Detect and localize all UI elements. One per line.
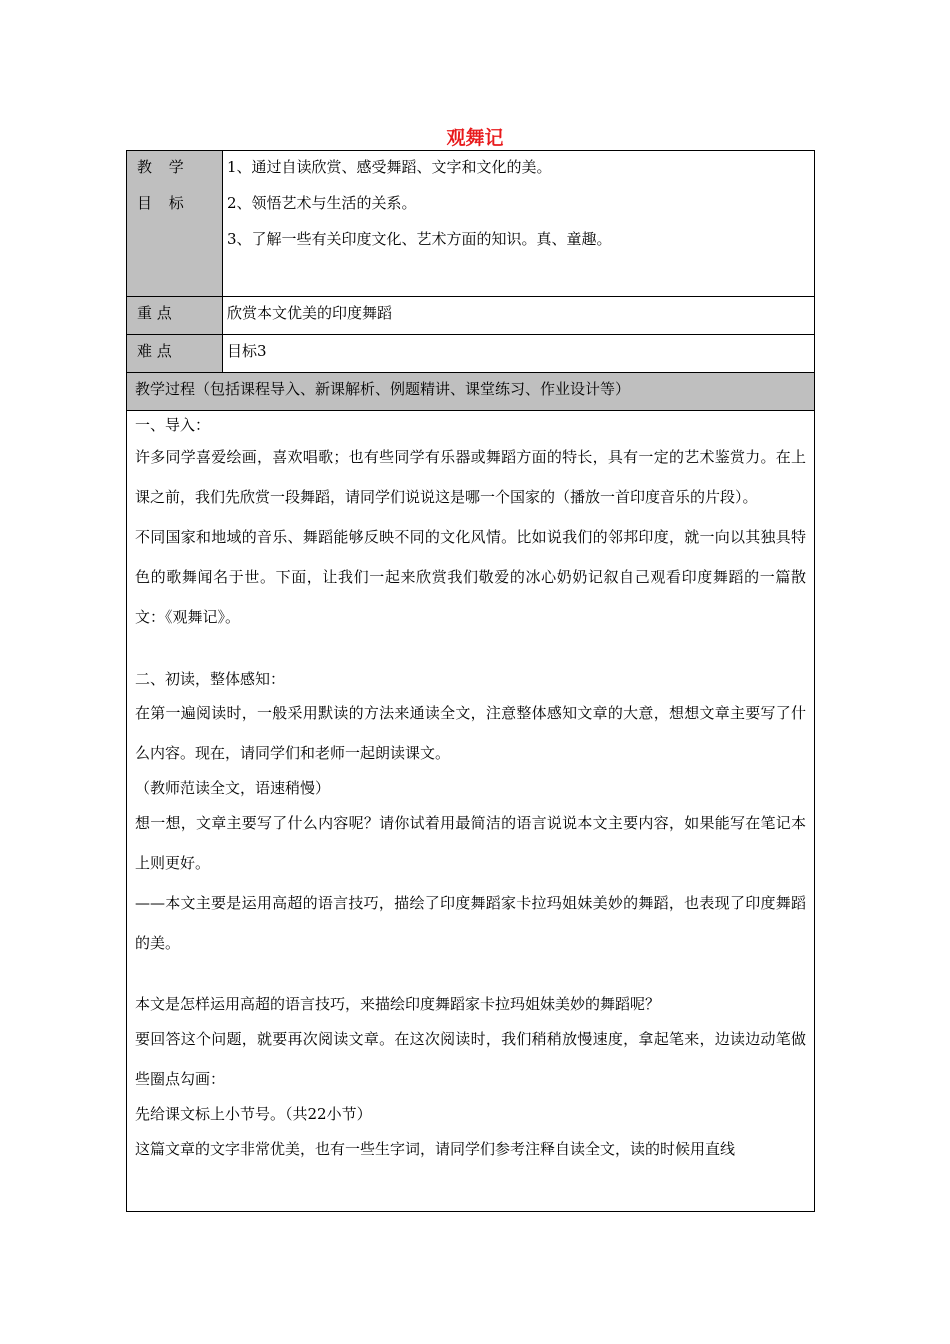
paragraph: （教师范读全文，语速稍慢） [135,779,331,797]
page-title: 观舞记 [446,127,504,149]
difficulty-row [127,335,814,373]
paragraph: 本文是怎样运用高超的语言技巧，来描绘印度舞蹈家卡拉玛姐妹美妙的舞蹈呢？ [135,995,661,1013]
process-header: 教学过程（包括课程导入、新课解析、例题精讲、课堂练习、作业设计等） [127,373,814,411]
goals-row [127,151,814,297]
paragraph: 不同国家和地域的音乐、舞蹈能够反映不同的文化风情。比如说我们的邻邦印度，就一向以其独具特色的歌舞闻名于世。下面，让我们一起来欣赏我们敬爱的冰心奶奶记叙自己观看印度舞蹈的一篇散文：《观舞记》。 [135,528,806,626]
paragraph: 要回答这个问题，就要再次阅读文章。在这次阅读时，我们稍稍放慢速度，拿起笔来，边读边动笔做些圈点勾画： [135,1030,806,1088]
paragraph: 先给课文标上小节号。（共22小节） [135,1105,372,1123]
paragraph: 许多同学喜爱绘画，喜欢唱歌；也有些同学有乐器或舞蹈方面的特长，具有一定的艺术鉴赏力。在上课之前，我们先欣赏一段舞蹈，请同学们说说这是哪一个国家的（播放一首印度音乐的片段）。 [135,448,806,506]
goals-label-cell [127,151,223,296]
process-body [127,411,814,1211]
goal-item: 2、领悟艺术与生活的关系。 [227,194,417,212]
key-point-row [127,297,814,335]
paragraph: 想一想，文章主要写了什么内容呢？请你试着用最简洁的语言说说本文主要内容，如果能写在笔记本上则更好。 [135,814,806,872]
difficulty-value: 目标3 [227,342,267,360]
goal-item: 3、了解一些有关印度文化、艺术方面的知识。真、童趣。 [227,230,612,248]
difficulty-label: 难 点 [127,335,223,372]
key-point-value: 欣赏本文优美的印度舞蹈 [227,304,393,322]
goals-label-line2: 目 标 [137,194,190,212]
goals-content-cell [223,151,814,296]
paragraph: 在第一遍阅读时，一般采用默读的方法来通读全文，注意整体感知文章的大意，想想文章主要写了什么内容。现在，请同学们和老师一起朗读课文。 [135,704,806,762]
goal-item: 1、通过自读欣赏、感受舞蹈、文字和文化的美。 [227,158,552,176]
section-heading-intro: 一、导入： [135,416,211,434]
lesson-plan-table [126,150,815,1212]
section-heading-reading: 二、初读，整体感知： [135,670,286,688]
paragraph: ——本文主要是运用高超的语言技巧，描绘了印度舞蹈家卡拉玛姐妹美妙的舞蹈，也表现了印度舞蹈的美。 [135,894,806,952]
paragraph: 这篇文章的文字非常优美，也有一些生字词，请同学们参考注释自读全文，读的时候用直线 [135,1140,736,1158]
key-point-label: 重 点 [127,297,223,334]
goals-label-line1: 教 学 [137,158,190,176]
